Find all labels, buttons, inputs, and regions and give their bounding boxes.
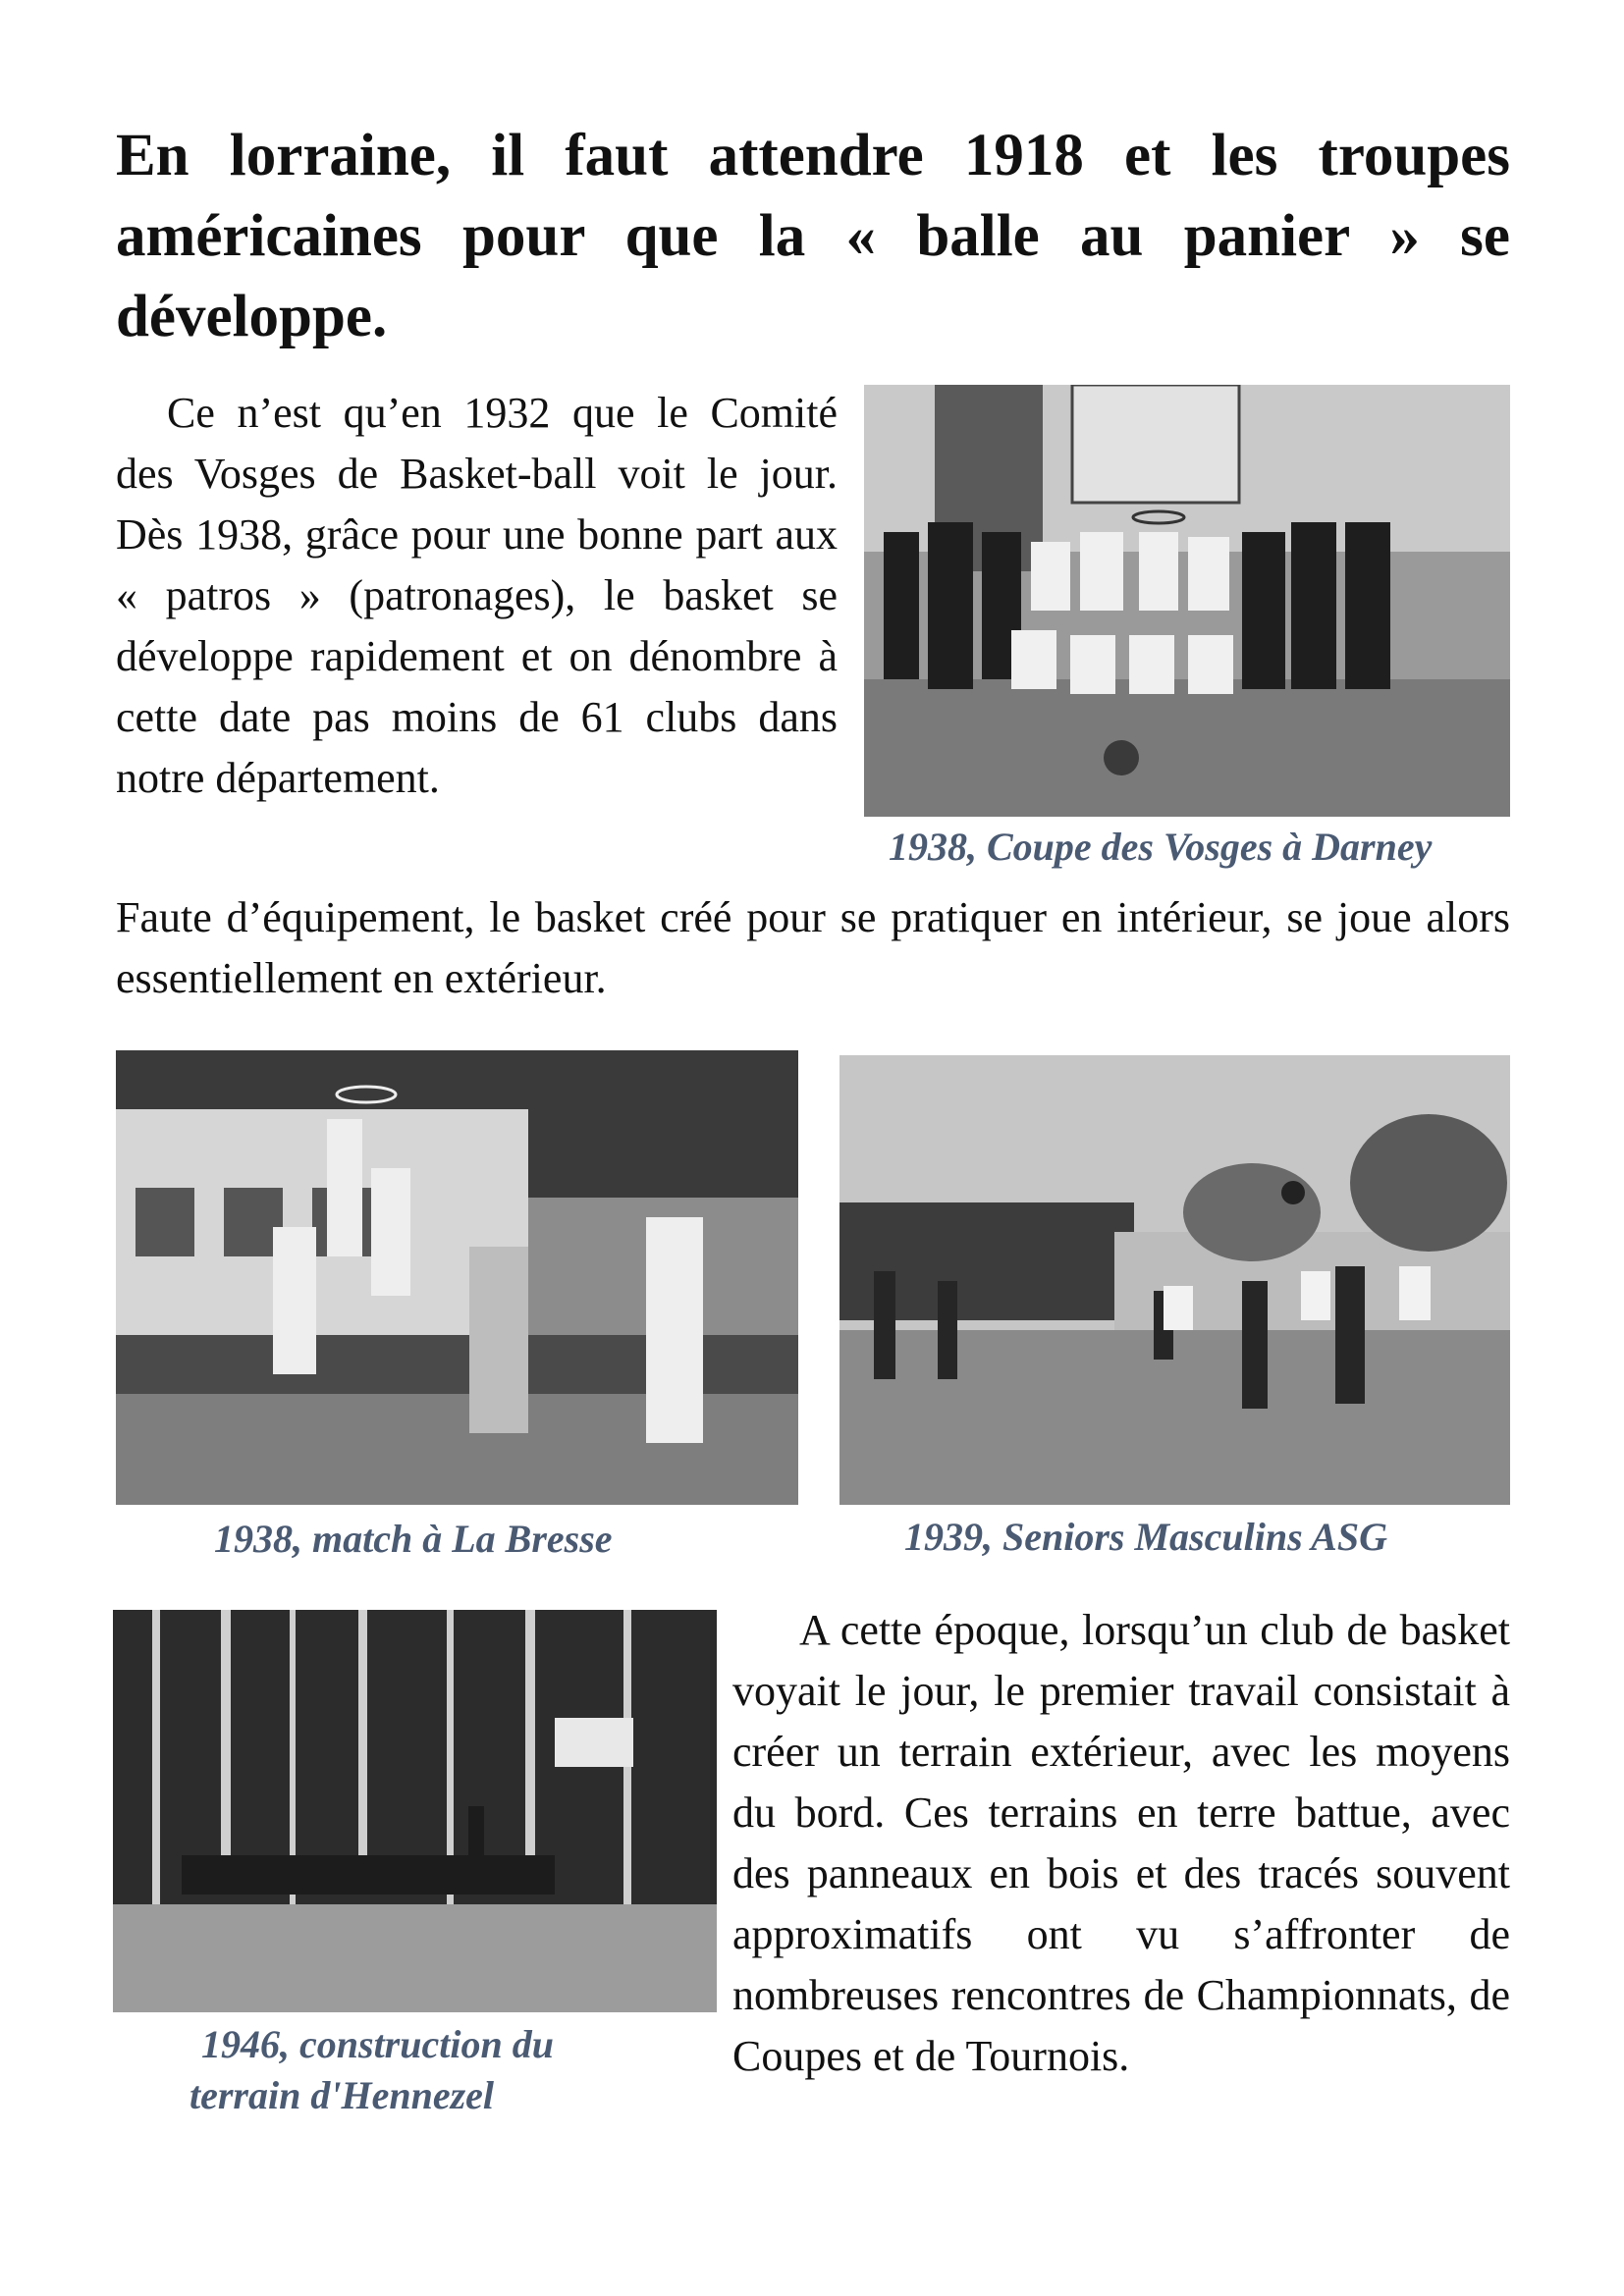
intro-paragraph: Ce n’est qu’en 1932 que le Comité des Vosges de Basket-ball voit le jour. Dès 1938, grâce pour une bonne part aux « patros » (patronages), le basket se développe rapidement et on dénombre à cette date pas moins de 61 clubs dans notre département. xyxy=(116,389,838,802)
caption-seniors-1939: 1939, Seniors Masculins ASG xyxy=(904,1515,1387,1559)
page-title: En lorraine, il faut attendre 1918 et les troupes américaines pour que la « balle au panier » se développe. xyxy=(116,123,1510,349)
terrains-paragraph: A cette époque, lorsqu’un club de basket voyait le jour, le premier travail consistait à créer un terrain extérieur, avec les moyens du bord. Ces terrains en terre battue, avec des panneaux en bois et des tracés souvent approximatifs ont vu s’affronter de nombreuses rencontres de Championnats, de Coupes et de Tournois. xyxy=(732,1606,1510,2080)
match-photo-1938 xyxy=(116,1050,798,1505)
caption-hennezel-line1: 1946, construction du xyxy=(201,2022,554,2066)
caption-match-1938: 1938, match à La Bresse xyxy=(214,1517,613,1561)
seniors-photo-1939 xyxy=(839,1055,1510,1505)
caption-hennezel-line2: terrain d'Hennezel xyxy=(189,2073,495,2117)
caption-team-1938: 1938, Coupe des Vosges à Darney xyxy=(889,825,1433,869)
hennezel-photo-1946 xyxy=(113,1610,717,2012)
equipment-paragraph: Faute d’équipement, le basket créé pour se pratiquer en intérieur, se joue alors essentiellement en extérieur. xyxy=(116,893,1510,1002)
team-photo-1938 xyxy=(864,385,1510,817)
